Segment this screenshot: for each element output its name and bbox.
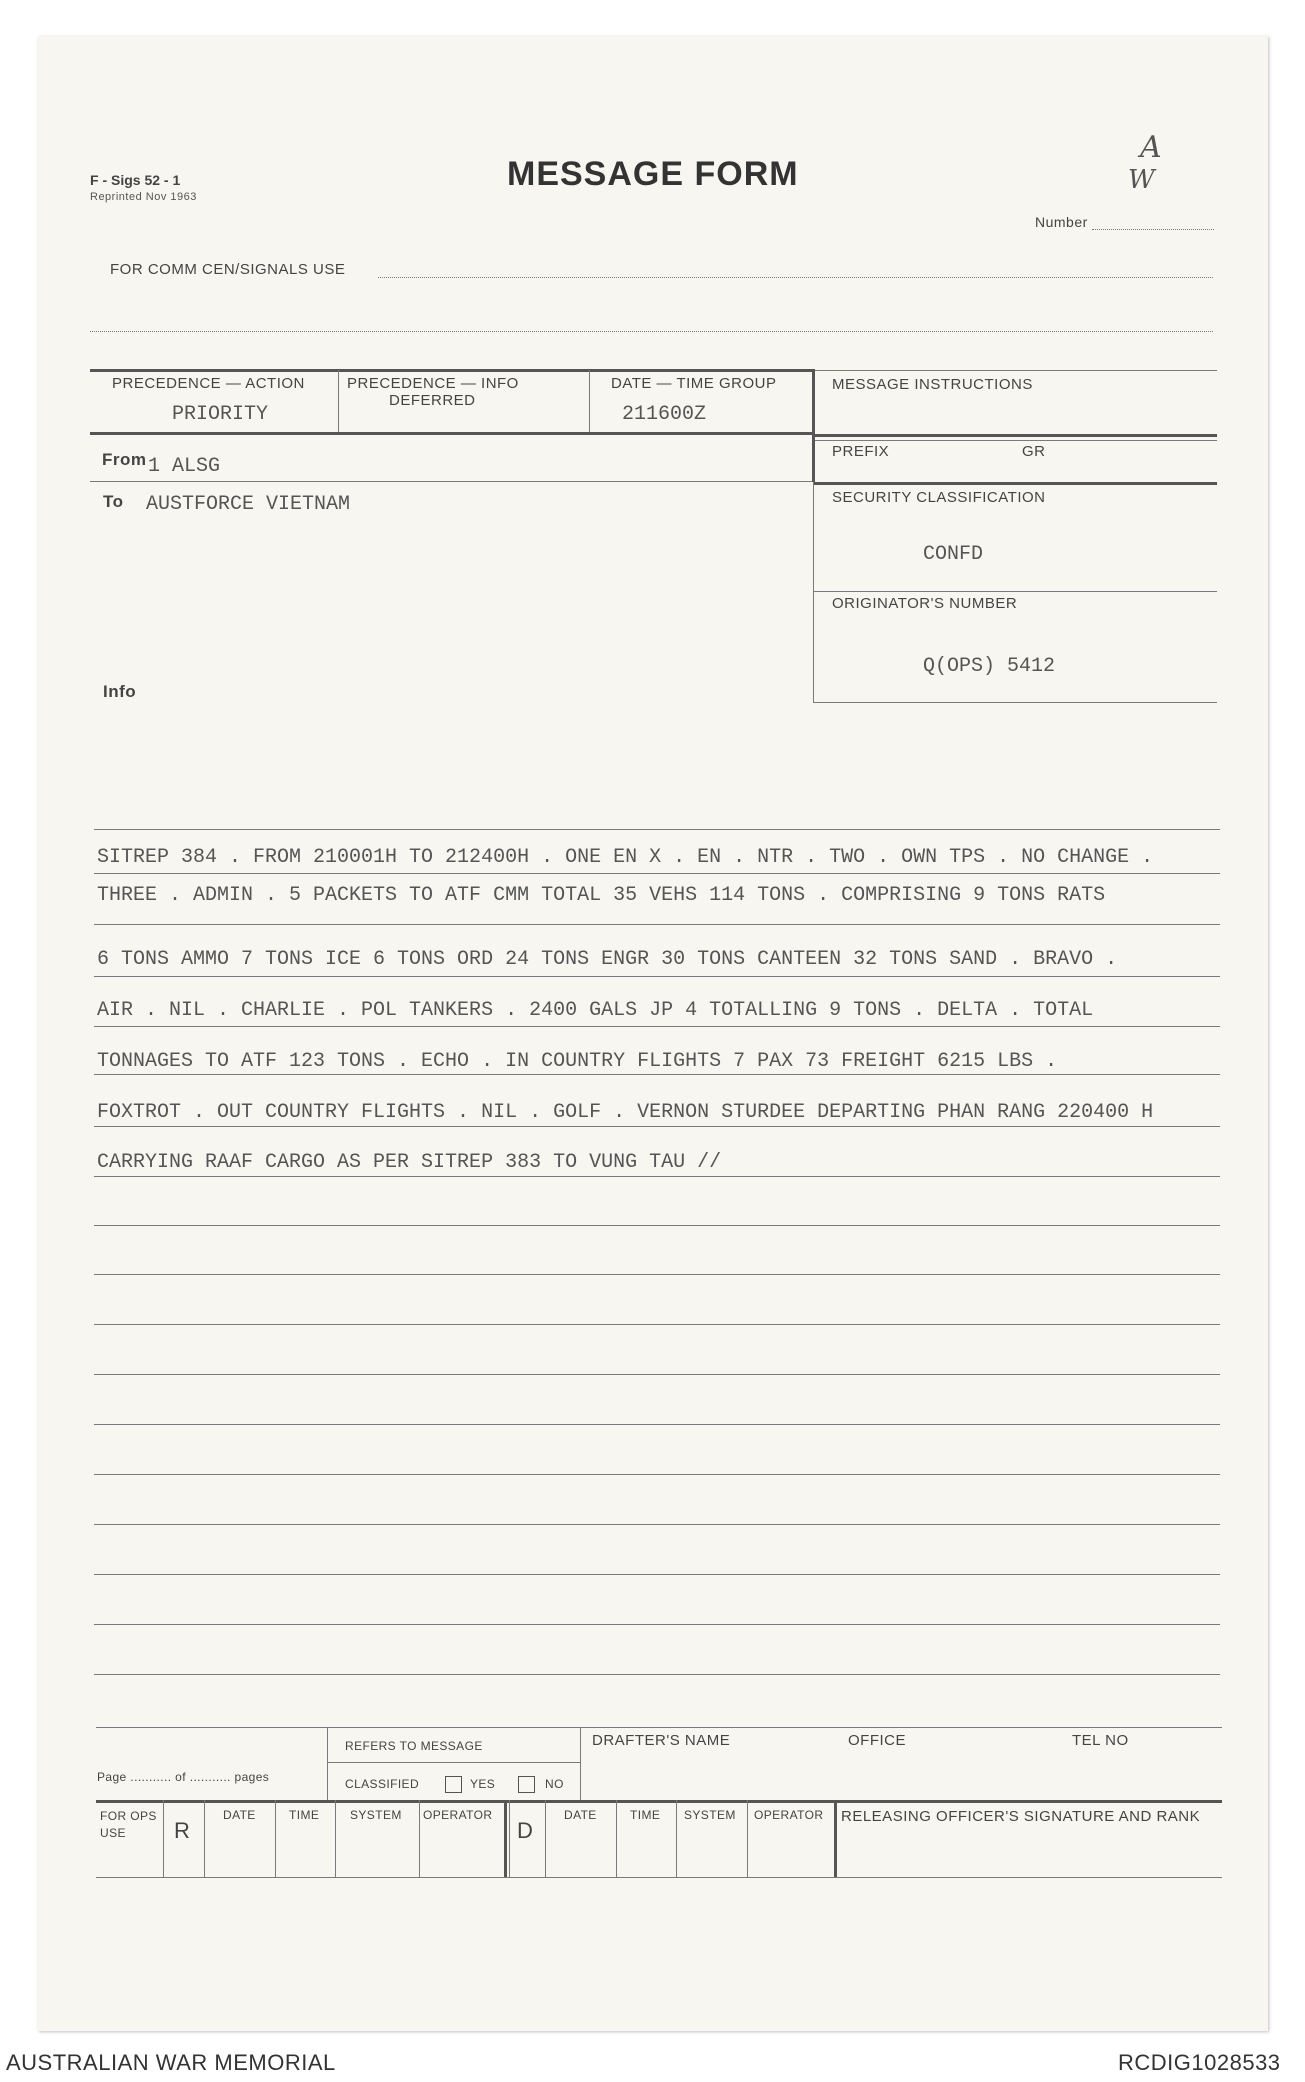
handwritten-mark: A bbox=[1140, 130, 1162, 165]
page-label: Page ........... of ........... pages bbox=[97, 1770, 270, 1784]
footer-id: RCDIG1028533 bbox=[1118, 2050, 1281, 2075]
form-reprint: Reprinted Nov 1963 bbox=[90, 191, 197, 203]
number-line bbox=[1092, 229, 1214, 230]
body-line-2: THREE . ADMIN . 5 PACKETS TO ATF CMM TOTAL 35 VEHS 114 TONS . COMPRISING 9 TONS RATS bbox=[97, 884, 1106, 907]
to-value: AUSTFORCE VIETNAM bbox=[146, 493, 351, 516]
operator-label-1: OPERATOR bbox=[423, 1808, 493, 1822]
prefix-label: PREFIX bbox=[832, 443, 890, 460]
from-line bbox=[90, 481, 813, 482]
from-label: From bbox=[102, 450, 147, 469]
classified-label: CLASSIFIED bbox=[345, 1777, 420, 1791]
operator-label-2: OPERATOR bbox=[754, 1808, 824, 1822]
comm-cen-line-2 bbox=[90, 331, 1213, 332]
body-line-5: TONNAGES TO ATF 123 TONS . ECHO . IN COUNTRY FLIGHTS 7 PAX 73 FREIGHT 6215 LBS . bbox=[97, 1050, 1058, 1073]
classified-yes-checkbox[interactable] bbox=[445, 1776, 462, 1793]
body-line-6: FOXTROT . OUT COUNTRY FLIGHTS . NIL . GOLF . VERNON STURDEE DEPARTING PHAN RANG 220400 H bbox=[97, 1101, 1154, 1124]
body-line-3: 6 TONS AMMO 7 TONS ICE 6 TONS ORD 24 TONS ENGR 30 TONS CANTEEN 32 TONS SAND . BRAVO . bbox=[97, 948, 1118, 971]
from-value: 1 ALSG bbox=[148, 455, 221, 478]
body-line-4: AIR . NIL . CHARLIE . POL TANKERS . 2400 GALS JP 4 TOTALLING 9 TONS . DELTA . TOTAL bbox=[97, 999, 1094, 1022]
message-instructions-label: MESSAGE INSTRUCTIONS bbox=[832, 376, 1033, 393]
precedence-action-value: PRIORITY bbox=[172, 403, 269, 426]
form-title: MESSAGE FORM bbox=[507, 155, 799, 193]
refers-label: REFERS TO MESSAGE bbox=[345, 1739, 483, 1753]
originator-value: Q(OPS) 5412 bbox=[923, 655, 1056, 678]
system-label-1: SYSTEM bbox=[350, 1808, 402, 1822]
dtg-label: DATE — TIME GROUP bbox=[611, 375, 777, 392]
body-line-7: CARRYING RAAF CARGO AS PER SITREP 383 TO VUNG TAU // bbox=[97, 1151, 722, 1174]
date-label-2: DATE bbox=[564, 1808, 597, 1822]
comm-cen-line-1 bbox=[378, 277, 1213, 278]
number-label: Number bbox=[1035, 214, 1088, 230]
system-label-2: SYSTEM bbox=[684, 1808, 736, 1822]
dtg-value: 211600Z bbox=[622, 403, 707, 426]
comm-cen-label: FOR COMM CEN/SIGNALS USE bbox=[110, 261, 346, 278]
precedence-action-label: PRECEDENCE — ACTION bbox=[112, 375, 305, 392]
time-label-1: TIME bbox=[289, 1808, 320, 1822]
to-label: To bbox=[103, 492, 124, 511]
time-label-2: TIME bbox=[630, 1808, 661, 1822]
office-label: OFFICE bbox=[848, 1732, 906, 1749]
gr-label: GR bbox=[1022, 443, 1046, 460]
security-label: SECURITY CLASSIFICATION bbox=[832, 489, 1046, 506]
no-label: NO bbox=[545, 1777, 564, 1791]
for-ops-use-label: FOR OPS USE bbox=[100, 1809, 157, 1840]
d-label: D bbox=[517, 1818, 533, 1843]
releasing-officer-label: RELEASING OFFICER'S SIGNATURE AND RANK bbox=[841, 1808, 1201, 1825]
r-label: R bbox=[174, 1818, 190, 1843]
tel-label: TEL NO bbox=[1072, 1732, 1129, 1749]
yes-label: YES bbox=[470, 1777, 496, 1791]
date-label-1: DATE bbox=[223, 1808, 256, 1822]
drafter-label: DRAFTER'S NAME bbox=[592, 1732, 731, 1749]
info-label: Info bbox=[103, 682, 137, 701]
classified-no-checkbox[interactable] bbox=[518, 1776, 535, 1793]
form-id: F - Sigs 52 - 1 bbox=[90, 172, 181, 188]
footer-source: AUSTRALIAN WAR MEMORIAL bbox=[6, 2050, 336, 2075]
body-line-1: SITREP 384 . FROM 210001H TO 212400H . ONE EN X . EN . NTR . TWO . OWN TPS . NO CHANGE . bbox=[97, 846, 1154, 869]
originator-label: ORIGINATOR'S NUMBER bbox=[832, 595, 1018, 612]
security-value: CONFD bbox=[923, 543, 984, 566]
header-row-line bbox=[90, 432, 813, 435]
handwritten-mark-2: W bbox=[1128, 165, 1155, 195]
precedence-info-sub: DEFERRED bbox=[389, 392, 476, 409]
precedence-info-label: PRECEDENCE — INFO bbox=[347, 375, 519, 392]
